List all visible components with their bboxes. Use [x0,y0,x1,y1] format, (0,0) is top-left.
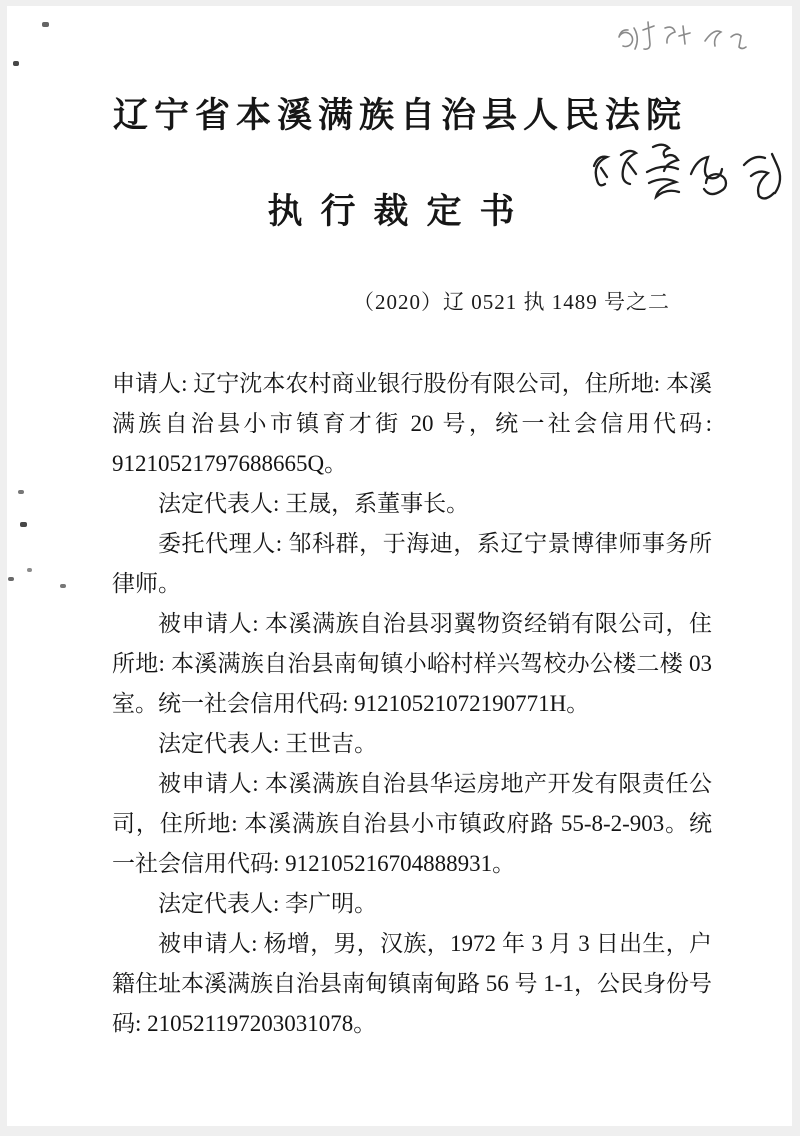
paragraph-respondent-3: 被申请人: 杨增，男，汉族，1972 年 3 月 3 日出生，户籍住址本溪满族自治县南甸镇南甸路 56 号 1-1，公民身份号码: 210521197203031078。 [112,931,712,1036]
paragraph-legal-rep-2: 法定代表人: 王世吉。 [158,731,378,756]
paragraph-respondent-2: 被申请人: 本溪满族自治县华运房地产开发有限责任公司，住所地: 本溪满族自治县小市镇政府路 55-8-2-903。统一社会信用代码: 912105216704888931。 [112,771,712,876]
paragraph-legal-rep-1: 法定代表人: 王晟，系董事长。 [158,491,470,516]
scan-speckle [20,522,27,527]
document-type-heading: 执行裁定书 [267,192,533,231]
document-body [112,364,712,1044]
scan-speckle [18,490,24,494]
paragraph-respondent-1: 被申请人: 本溪满族自治县羽翼物资经销有限公司，住所地: 本溪满族自治县南甸镇小峪村样兴驾校办公楼二楼 03 室。统一社会信用代码: 91210521072190771H。 [112,611,712,716]
scan-speckle [60,584,66,588]
scan-speckle [13,61,19,66]
scan-speckle [42,22,49,27]
case-number: （2020）辽 0521 执 1489 号之二 [353,290,670,314]
handwritten-signature-icon [586,136,796,214]
paragraph-agent: 委托代理人: 邹科群，于海迪，系辽宁景博律师事务所律师。 [112,531,712,596]
paragraph-applicant: 申请人: 辽宁沈本农村商业银行股份有限公司，住所地: 本溪满族自治县小市镇育才街 20 号，统一社会信用代码: 91210521797688665Q。 [112,371,712,476]
scan-speckle [8,577,14,581]
scan-speckle [27,568,32,572]
handwritten-note-icon [612,16,762,54]
court-name-heading: 辽宁省本溪满族自治县人民法院 [112,96,687,135]
paragraph-legal-rep-3: 法定代表人: 李广明。 [158,891,378,916]
